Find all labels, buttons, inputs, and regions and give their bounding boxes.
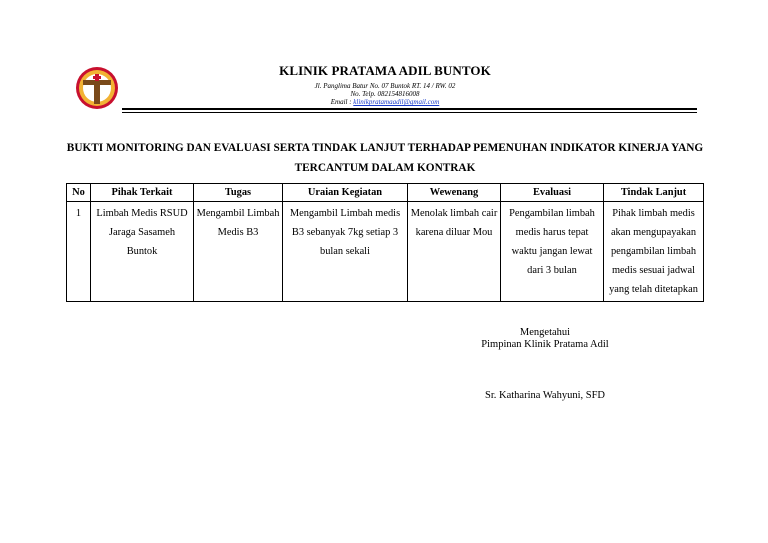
document-title bbox=[40, 138, 730, 178]
email-link[interactable]: klinikpratamaadil@gmail.com bbox=[353, 98, 440, 106]
monitoring-table bbox=[66, 183, 704, 302]
col-header-pihak-terkait: Pihak Terkait bbox=[91, 184, 194, 202]
col-header-tindak-lanjut: Tindak Lanjut bbox=[604, 184, 704, 202]
signature-name: Sr. Katharina Wahyuni, SFD bbox=[485, 390, 605, 401]
clinic-address: Jl. Panglima Batur No. 07 Buntok RT. 14 / RW. 02 bbox=[314, 82, 456, 90]
clinic-logo bbox=[75, 66, 119, 110]
col-header-tugas: Tugas bbox=[194, 184, 283, 202]
email-label: Email : bbox=[330, 98, 352, 106]
cell-tindak-lanjut: Pihak limbah medis akan mengupayakan pengambilan limbah medis sesuai jadwal yang telah ditetapkan bbox=[604, 202, 704, 302]
clinic-name: KLINIK PRATAMA ADIL BUNTOK bbox=[279, 63, 491, 78]
cell-tugas: Mengambil Limbah Medis B3 bbox=[194, 202, 283, 302]
cell-evaluasi: Pengambilan limbah medis harus tepat waktu jangan lewat dari 3 bulan bbox=[501, 202, 604, 302]
col-header-evaluasi: Evaluasi bbox=[501, 184, 604, 202]
table-row bbox=[67, 202, 704, 302]
table-header-row bbox=[67, 184, 704, 202]
signature-position: Pimpinan Klinik Pratama Adil bbox=[481, 339, 609, 350]
col-header-no: No bbox=[67, 184, 91, 202]
letterhead-rule-thin bbox=[122, 112, 697, 113]
col-header-uraian-kegiatan: Uraian Kegiatan bbox=[283, 184, 408, 202]
cell-wewenang: Menolak limbah cair karena diluar Mou bbox=[408, 202, 501, 302]
signature-acknowledged: Mengetahui bbox=[519, 327, 571, 338]
document-title-line1: BUKTI MONITORING DAN EVALUASI SERTA TINDAK LANJUT TERHADAP PEMENUHAN INDIKATOR KINERJA YANG bbox=[66, 142, 704, 154]
cell-no: 1 bbox=[67, 202, 91, 302]
clinic-phone: No. Telp. 082154816008 bbox=[350, 90, 420, 98]
cell-uraian-kegiatan: Mengambil Limbah medis B3 sebanyak 7kg setiap 3 bulan sekali bbox=[283, 202, 408, 302]
cell-pihak-terkait: Limbah Medis RSUD Jaraga Sasameh Buntok bbox=[91, 202, 194, 302]
col-header-wewenang: Wewenang bbox=[408, 184, 501, 202]
clinic-email-line bbox=[240, 98, 530, 106]
document-title-line2: TERCANTUM DALAM KONTRAK bbox=[294, 162, 476, 174]
letterhead-rule-thick bbox=[122, 108, 697, 110]
